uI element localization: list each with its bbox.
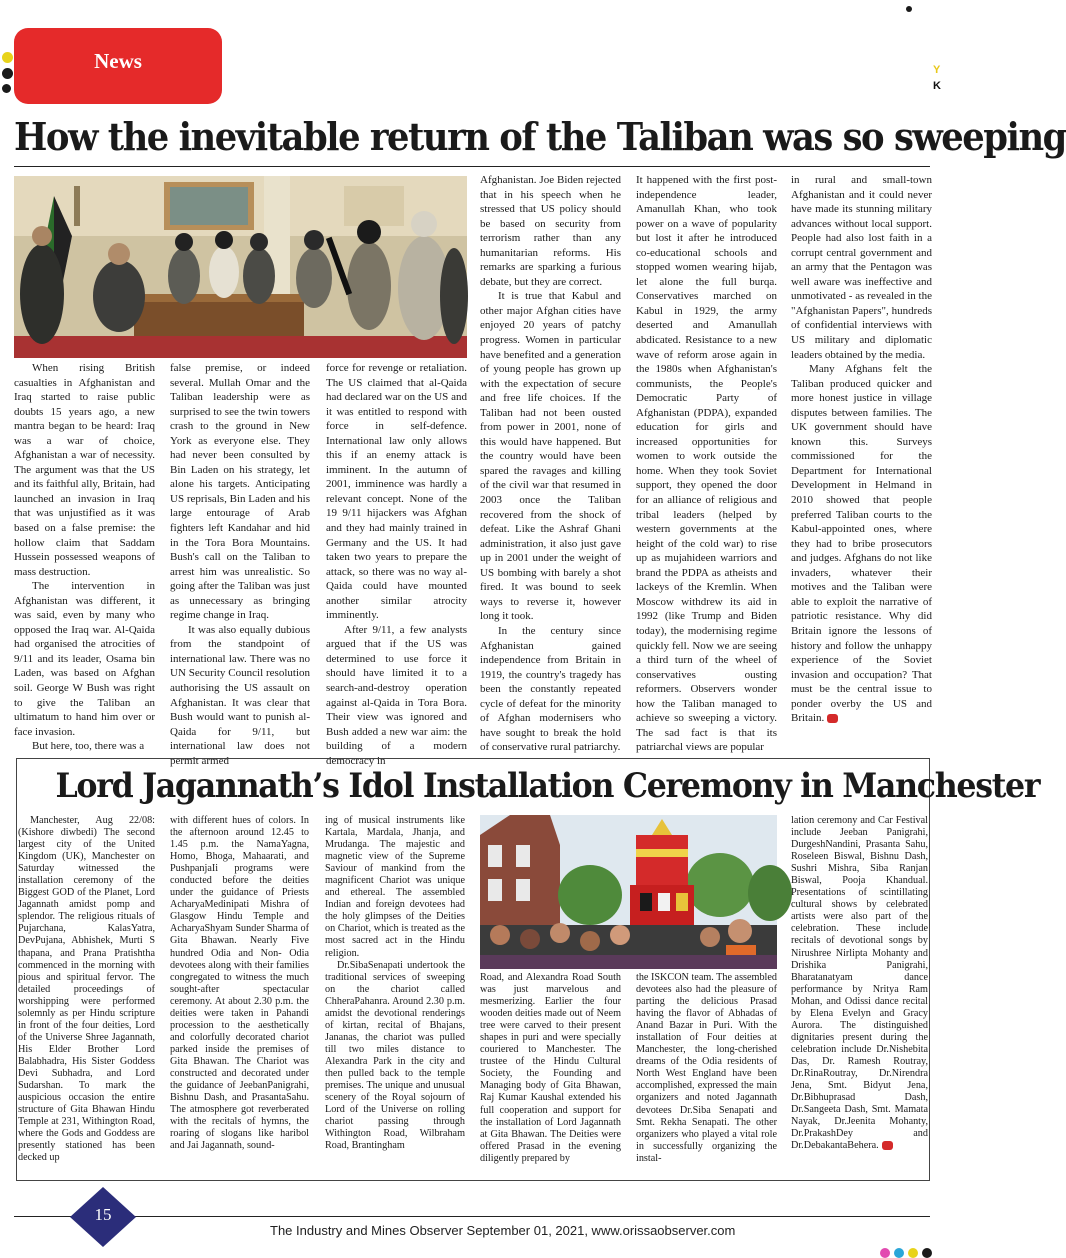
article1-column-2 [170, 361, 310, 767]
article1-column-6 [791, 173, 932, 758]
article1-paragraph: In the century since Afghanistan gained independence from Britain in 1919, the country's tragedy has been the constantly repeated cycle of defeat for the minority of Afghan modernisers who have sought to break the hold of conservative rural patriarchy. [480, 624, 621, 754]
top-registration-dot [906, 6, 912, 12]
article1-paragraph: After 9/11, a few analysts argued that if the US was determined to use force it should have limited it to a search-and-destroy operation against al-Qaida in Tora Bora. Their view was ignored and Bush added a new war aim: the building of a modern democracy in [326, 623, 467, 767]
article2-column-4 [480, 972, 621, 1178]
page-number: 15 [94, 1205, 112, 1224]
black-registration-mark-bottom [922, 1248, 932, 1258]
article1-column-3 [326, 361, 467, 767]
article1-column-1 [14, 361, 155, 759]
footer-rule [14, 1216, 930, 1217]
magenta-registration-mark [880, 1248, 890, 1258]
article1-paragraph: in rural and small-town Afghanistan and it could never have made its stunning military advances without local support. People had also lost faith in a corrupt central government and an army that the Pentagon was well aware was ineffective and unmotivated - as revealed in the "Afghanistan Papers", hundreds of confidential interviews with US military and diplomatic leaders obtained by the media. [791, 174, 932, 361]
black-registration-mark-small [2, 84, 11, 93]
end-of-article-icon [882, 1141, 893, 1150]
article1-paragraph: false premise, or indeed several. Mullah Omar and the Taliban leadership were as surprised to see the twin towers crash to the ground in New York as everyone else. They had never been consulted by Bin Laden on his strategy, let alone his targets. Anticipating US reprisals, Bin Laden and his large entourage of Arab fighters left Kandahar and hid in the Tora Bora Mountains. Bush's call on the Taliban to arrest him was unrealistic. So going after the Taliban was just as unnecessary as bringing regime change in Iraq. [170, 362, 310, 622]
article2-paragraph-text: lation ceremony and Car Festival include Jeeban Panigrahi, DurgeshNandini, Prasanta Sahu, Roseleen Biswal, Bishnu Dash, Sushri Mishra, Siba Ranjan Biswal, Pooja Khandual. Presentations of scintillating cultural shows by celebrated artists were also part of the celebration. These include recitals of devotional songs by Nirushree Nirlipta Mohanty and Drishika Panigrahi, Bharatanatyam dance performance by Nritya Ram Mohan, and Odissi dance recital by Elena Evelyn and Gracy Aurora. The distinguished dignitaries present during the celebration include Dr.Nishebita Das, Dr. Ramesh Routray, Dr.RinaRoutray, Dr.Nirendra Jena, Smt. Bidyut Jena, Dr.Bibhuprasad Dash, Dr.Sangeeta Dash, Smt. Mamata Nayak, Dr.Jeenita Mohanty, Dr.PrakashDey and Dr.DebakantaBehera. [791, 815, 928, 1152]
article1-column-4 [480, 173, 621, 758]
taliban-photo [14, 176, 467, 358]
article2-column-3 [325, 815, 465, 1178]
article2-paragraph: Dr.SibaSenapati undertook the traditional services of sweeping on the chariot called ChheraPahanra. Around 2.30 p.m. amidst the devotional renderings of kirtan, recital of Bhajans, Jananas, the chariot was pulled till two miles distance to Alexandra Park in the city and then pulled back to the temple premises. The unique and unusual scenery of the Royal sojourn of Lord of the Universe on rolling chariot passing through Withington Road, Wilbraham Road, Brantingham [325, 959, 465, 1152]
section-tab [14, 28, 222, 104]
article1-paragraph: But here, too, there was a [32, 740, 145, 753]
article2-paragraph: Road, and Alexandra Road South was just marvelous and mesmerizing. Earlier the four wooden deities made out of Neem tree were carved to their present shapes in puri and were specially couriered to Manchester. The trustee of the Hindu Cultural Society, the Founding and Managing body of Gita Bhawan, Raj Kumar Kaushal extended his full cooperation and support for the installation of Lord Jagannath at Gita Bhawan. The Deities were offered Prasad in the evening diligently prepared by [480, 972, 621, 1164]
article2-column-6 [791, 815, 928, 1178]
article2-headline: Lord Jagannath’s Idol Installation Ceremony in Manchester [55, 766, 1040, 806]
article2-paragraph: with different hues of colors. In the afternoon around 12.45 to 1.45 p.m. the NamaYagna, Homo, Bhoga, Mahaarati, and PushpanjaIi programs were conducted before the deities under the guidance of Priests AcharyaMedinipati Mishra of Glasgow Hindu Temple and AcharyaShyam Sunder Sharma of Gita Bhawan. Nearly Five hundred Odia and Non- Odia devotees along with their families congregated to witness the much sought-after spectacular ceremony. At about 2.30 p.m. the deities were taken in Pahandi procession to the aesthetically and colorfully decorated chariot parked inside the premises of Gita Bhawan. The Chariot was constructed and decorated under the guidance of JeebanPanigrahi, Bishnu Dash, and PrasantaSahu. The atmosphere got reverberated with the recitals of hymns, the roaring of slogans like haribol and Jai Jagannath, sound- [170, 815, 309, 1152]
article2-paragraph: the ISKCON team. The assembled devotees also had the pleasure of parting the delicious Prasad having the flavor of Abhadas of Anand Bazar in Puri. With the installation of Four deities at Manchester, the long-cherished dreams of the Odia residents of North West England have been accomplished, expressed the main organizers and noted Jagannath devotees Dr.Siba Senapati and Smt. Rekha Senapati. The other organizers who played a vital role in successfully organizing the instal- [636, 972, 777, 1164]
yellow-registration-mark-bottom [908, 1248, 918, 1258]
article1-paragraph: It is true that Kabul and other major Afghan cities have enjoyed 20 years of patchy progress. Women in particular have benefited and a generation of young people has grown up with the expectation of secure and free life choices. If the Taliban had not been ousted from power in 2001, none of this would have happened. But the country would have been spared the ravages and killing of the civil war that resumed in 2003 once the Taliban recovered from the shock of defeat. Like the Ashraf Ghani administration, it also just gave up in 2001 under the weight of US bombing with barely a shot fired. It was bound to seek ways to reverse it, however long it took. [480, 290, 621, 623]
article1-headline: How the inevitable return of the Taliban was so sweeping [14, 114, 1066, 159]
article2-paragraph: Manchester, Aug 22/08: (Kishore diwbedi) The second largest city of the United Kingdom (UK), Manchester on Saturday witnessed the installation ceremony of the Biggest GOD of the Planet, Lord Jagannath amidst pomp and splendor. The religious rituals of Pujarchana, KalasYatra, DevPujana, Abhishek, Murti S thapana, and Prana Pratishtha commenced in the morning with pious and spiritual fervor. The detailed proceedings of worshipping were performed solemnly as per Hindu scripture in front of the four deities, Lord of the Universe Shree Jagannath, His Elder Brother Lord Balabhadra, His Sister Goddess Devi Subhadra, and Lord Sudarshan. To mark the auspicious occasion the entire structure of Gita Bhawan Hindu Temple at 231, Withington Road, where the Gods and Goddess are presently stationed has been decked up [18, 815, 155, 1164]
article1-paragraph: It happened with the first post-independence leader, Amanullah Khan, who took power on a wave of popularity but lost it after he introduced co-educational schools and stopped women wearing hijab, let alone the full burqa. Conservatives marched on Kabul in 1929, the army deserted and Amanullah abdicated. Resistance to a new wave of reform arose again in the 1980s when Afghanistan's communists, the People's Democratic Party of Afghanistan (PDPA), expanded education for girls and increased opportunities for women to work outside the home. When they took Soviet support, they opened the door for an alliance of religious and tribal leaders (helped by western governments at the height of the cold war) to rise up as mujahideen warriors and brand the PDPA as atheists and lackeys of the Kremlin. When Moscow withdrew its aid in 1992 (like Trump and Biden today), the modernising regime quickly fell. Now we are seeing a third turn of the wheel of conservatives ousting reformers. Observers wonder how the Taliban managed to achieve so sweeping a victory. The sad fact is that its patriarchal views are popular [636, 174, 777, 754]
footer-text: The Industry and Mines Observer September 01, 2021, www.orissaobserver.com [270, 1223, 736, 1238]
yellow-registration-mark [2, 52, 13, 63]
registration-letter-k: K [933, 80, 941, 92]
chariot-photo [480, 815, 777, 969]
article2-column-5 [636, 972, 777, 1178]
article1-paragraph: Afghanistan. Joe Biden rejected that in his speech when he stressed that US policy should be based on security from terrorism rather than any humanitarian reforms. His remarks are sparking a furious debate, but they are correct. [480, 174, 621, 288]
article2-column-1 [18, 815, 155, 1178]
article1-paragraph: force for revenge or retaliation. The US claimed that al-Qaida had declared war on the US and it was entitled to respond with force in self-defence. International law only allows this if an enemy attack is imminent. In the autumn of 2001, imminence was hardly a relevant concept. None of the 19 9/11 hijackers was Afghan and they had mainly trained in Germany and the US. It had taken two years to prepare the attack, so there was no way al-Qaida could have mounted another similar atrocity imminently. [326, 362, 467, 622]
end-of-article-icon [827, 714, 838, 723]
article1-paragraph: It was also equally dubious from the standpoint of international law. There was no UN Security Council resolution authorising the US assault on Afghanistan. It was clear that Bush would want to punish al-Qaida for 9/11, but international law does not permit armed [170, 623, 310, 767]
taliban-photo-illustration [14, 176, 467, 358]
article1-paragraph: The intervention in Afghanistan was different, it was said, even by many who opposed the Iraq war. Al-Qaida had organised the atrocities of 9/11 and its leader, Osama bin Laden, was based on Afghan soil. George W Bush was right to give the Taliban an ultimatum to hand him over or face invasion. [14, 580, 155, 738]
black-registration-mark [2, 68, 13, 79]
article2-paragraph [791, 815, 928, 1152]
article1-column-5 [636, 173, 777, 758]
section-tab-label: News [94, 49, 142, 73]
headline-rule [14, 166, 930, 167]
page-number-badge [68, 1185, 138, 1249]
article2-column-2 [170, 815, 309, 1178]
chariot-photo-illustration [480, 815, 777, 969]
article1-paragraph: When rising British casualties in Afghanistan and Iraq started to raise public doubts 15 years ago, a new mantra began to be heard: Iraq was a war of choice, Afghanistan a war of necessity. The argument was that the US and its faithful ally, Britain, had launched an invasion in Iraq that was unjustified as it was based on a false premise: the hollow claim that Saddam Hussein possessed weapons of mass destruction. [14, 362, 155, 578]
cyan-registration-mark [894, 1248, 904, 1258]
article1-paragraph-text: Many Afghans felt the Taliban produced quicker and more honest justice in village disputes between families. The UK government should have known this. Surveys commissioned for the Department for International Development in Helmand in 2010 showed that people preferred Taliban courts to the Kabul-appointed ones, where they had to bribe prosecutors and judges. Afghans do not like invaders, whatever their motives and the Taliban were able to exploit the narrative of patriotic resistance. Why did Britain ignore the lessons of history and follow the unhappy experience of the Soviet invasion and occupation? That must be the central issue to ponder overby the US and Britain. [791, 363, 932, 725]
article2-paragraph: ing of musical instruments like Kartala, Mardala, Jhanja, and Mrudanga. The majestic and magnetic view of the Supreme Saviour of mankind from the magnificent Chariot was unique and ethereal. The assembled Indian and foreign devotees had the holy glimpses of the Deities on Chariot, which is treated as the most sacred act in the Hindu religion. [325, 815, 465, 959]
registration-letter-y: Y [933, 64, 941, 76]
article1-paragraph [791, 362, 932, 726]
